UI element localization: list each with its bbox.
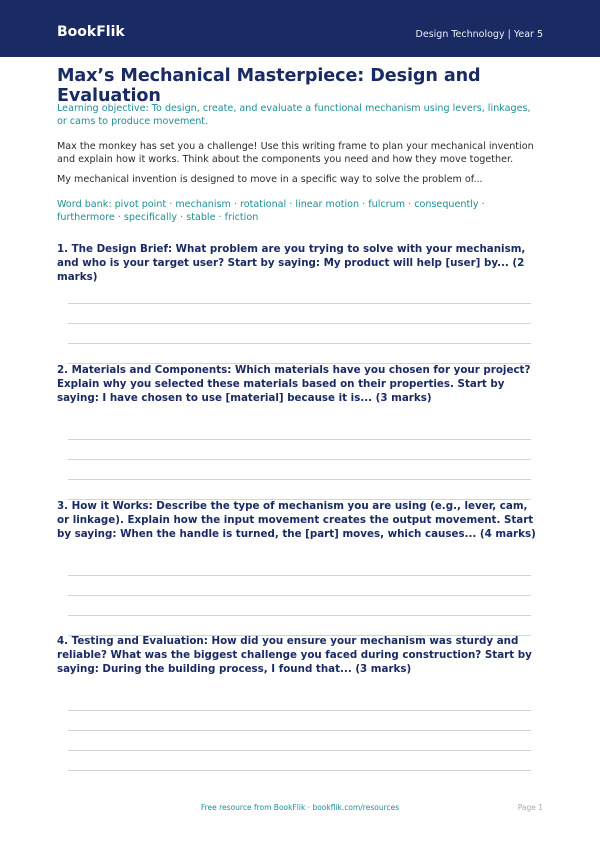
- question-2: 2. Materials and Components: Which materials have you chosen for your project? Explain why you selected these materials based on their properties. Start by saying: I have chosen to use [material] because it is... (3 marks): [57, 364, 531, 404]
- answer-line[interactable]: [68, 575, 531, 576]
- answer-line[interactable]: [68, 343, 531, 344]
- answer-line[interactable]: [68, 730, 531, 731]
- answer-line[interactable]: [68, 595, 531, 596]
- answer-line[interactable]: [68, 750, 531, 751]
- answer-line[interactable]: [68, 770, 531, 771]
- intro-text: Max the monkey has set you a challenge! Use this writing frame to plan your mechanical invention and explain how it works. Think about the components you need and how they move together.: [57, 141, 534, 165]
- answer-line[interactable]: [68, 323, 531, 324]
- answer-line[interactable]: [68, 710, 531, 711]
- word-bank: Word bank: pivot point · mechanism · rotational · linear motion · fulcrum · consequently · furthermore · specifically · stable · friction: [57, 199, 485, 223]
- question-1: 1. The Design Brief: What problem are you trying to solve with your mechanism, and who is your target user? Start by saying: My product will help [user] by... (2 marks): [57, 243, 526, 283]
- brand-logo: BookFlik: [57, 24, 125, 40]
- page-number: Page 1: [517, 803, 543, 812]
- answer-line[interactable]: [68, 303, 531, 304]
- answer-line[interactable]: [68, 479, 531, 480]
- page-title: Max’s Mechanical Masterpiece: Design and Evaluation: [57, 66, 481, 106]
- question-3: 3. How it Works: Describe the type of mechanism you are using (e.g., lever, cam, or linkage). Explain how the input movement creates the output movement. Start by saying: When the handle is turned, the [part] moves, which causes... (4 marks): [57, 500, 536, 540]
- page-header: [0, 0, 600, 57]
- writing-frame-prompt: My mechanical invention is designed to move in a specific way to solve the problem of...: [57, 174, 483, 185]
- learning-objective: Learning objective: To design, create, and evaluate a functional mechanism using levers, linkages, or cams to produce movement.: [57, 103, 531, 127]
- answer-line[interactable]: [68, 459, 531, 460]
- question-4: 4. Testing and Evaluation: How did you ensure your mechanism was sturdy and reliable? What was the biggest challenge you faced during construction? Start by saying: During the building process, I found that... (3 marks): [57, 635, 532, 675]
- answer-line[interactable]: [68, 615, 531, 616]
- subject-year-label: Design Technology | Year 5: [415, 29, 543, 40]
- footer-credit: Free resource from BookFlik · bookflik.com/resources: [200, 803, 400, 812]
- answer-line[interactable]: [68, 439, 531, 440]
